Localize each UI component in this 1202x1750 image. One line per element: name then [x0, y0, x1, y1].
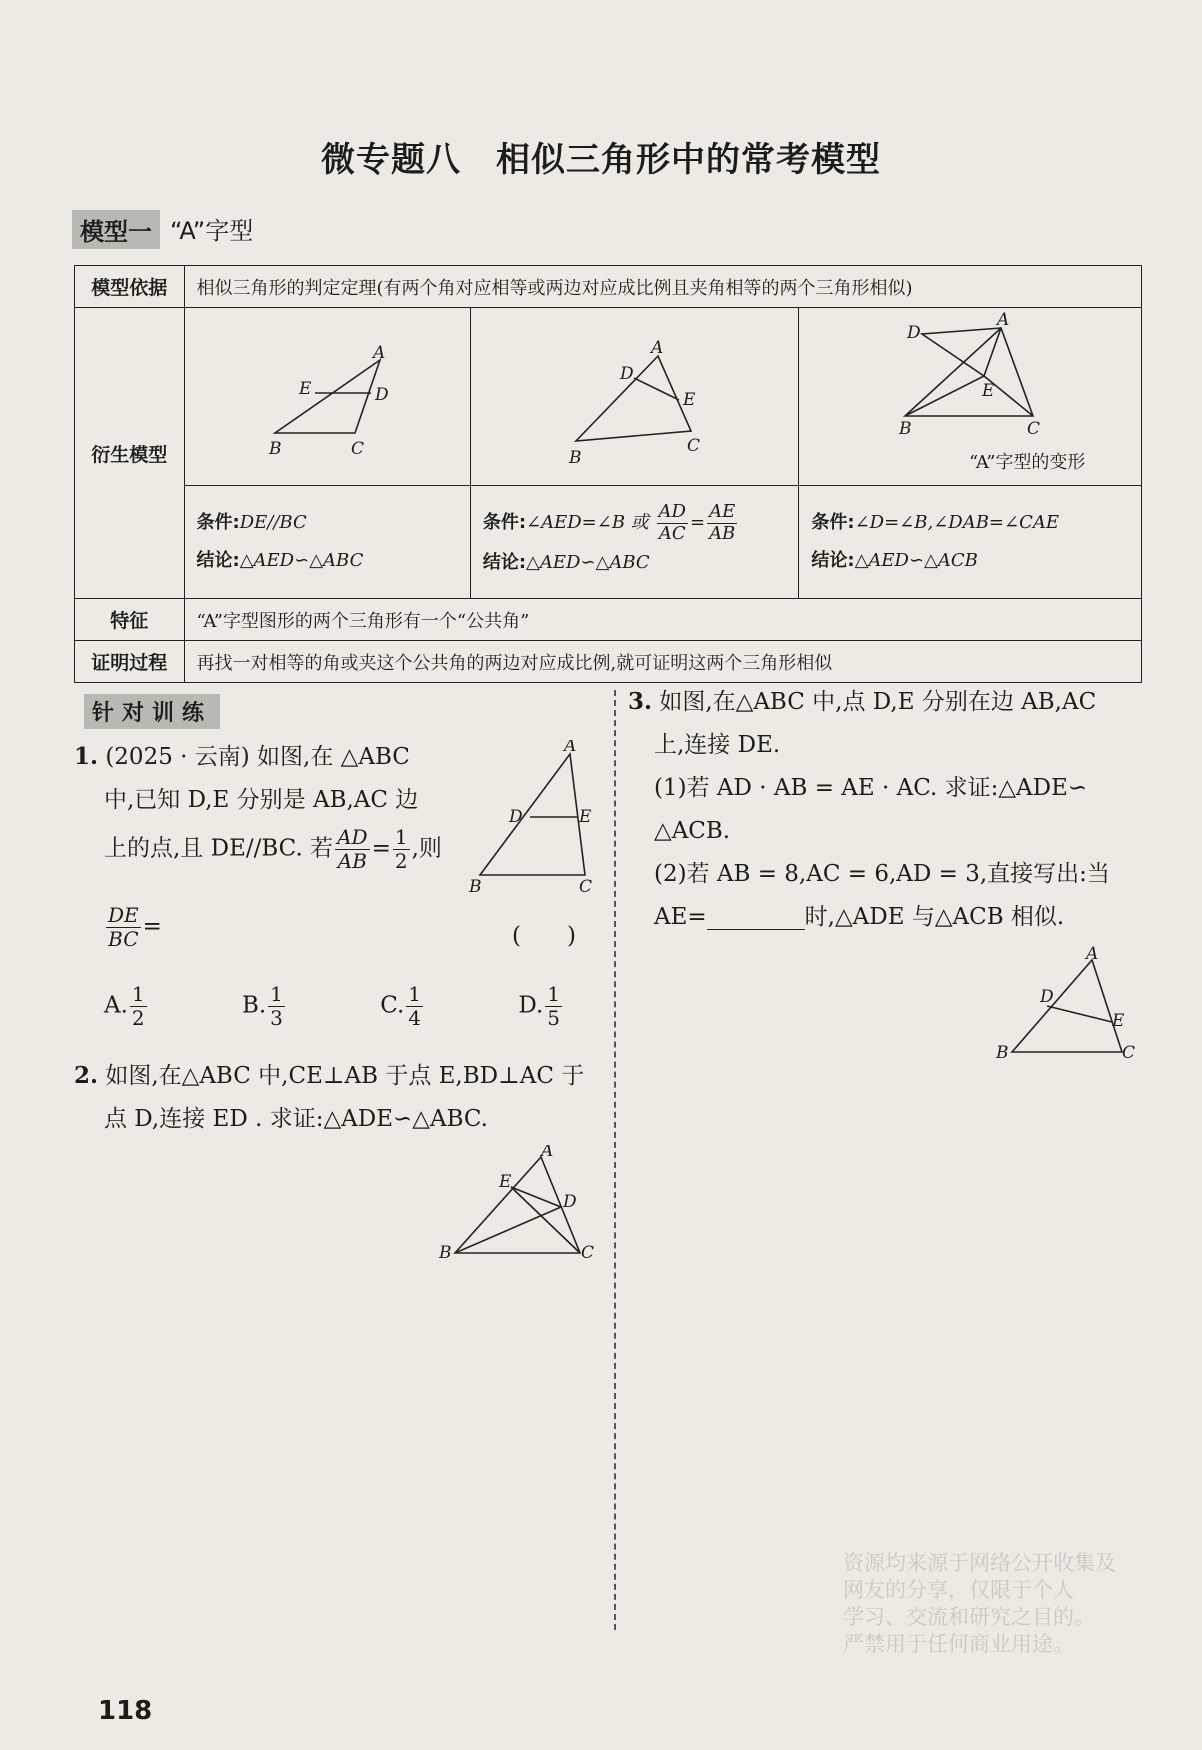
- label-b: B: [568, 448, 582, 468]
- fraction: $\frac{1}{2}$: [394, 825, 408, 873]
- practice-tag: 针对训练: [84, 694, 220, 729]
- col1-conditions: 条件:DE//BC 结论:△AED∽△ABC: [184, 486, 470, 599]
- label-b: B: [439, 1243, 452, 1263]
- figure-cell-2: [470, 308, 799, 486]
- fraction: $\frac{AE}{AB}$: [709, 500, 736, 544]
- a-shape-variant-figure: [799, 308, 1139, 480]
- model-table: [74, 265, 1142, 683]
- question-2-figure: [435, 1145, 605, 1265]
- label-e: E: [579, 807, 592, 827]
- model-tag: 模型一: [72, 210, 160, 249]
- page-title: 微专题八 相似三角形中的常考模型: [321, 140, 881, 180]
- question-2: 2. 如图,在△ABC 中,CE⊥AB 于点 E,BD⊥AC 于 点 D,连接 ED . 求证:△ADE∽△ABC.: [74, 1062, 585, 1132]
- label-a: A: [650, 338, 664, 358]
- label-c: C: [579, 877, 593, 897]
- derived-label: 衍生模型: [75, 308, 185, 599]
- question-1-options: [104, 983, 564, 1030]
- label-d: D: [907, 323, 921, 343]
- label-c: C: [350, 439, 364, 459]
- label-a: A: [372, 343, 385, 363]
- option-d: D. $\frac{1}{5}$: [518, 982, 560, 1030]
- col2-conditions: 条件:∠AED=∠B 或 $\frac{AD}{AC}$ = $\frac{AE}{AB}$ 结论:△AED∽△ABC: [470, 486, 799, 599]
- label-e: E: [682, 390, 696, 410]
- question-1-answer: $\frac{DE}{BC}$ =: [108, 903, 162, 951]
- figure-cell-1: [184, 308, 470, 486]
- proof-label: 证明过程: [75, 641, 185, 683]
- label-a: A: [541, 1145, 554, 1161]
- basis-text: 相似三角形的判定定理(有两个角对应相等或两边对应成比例且夹角相等的两个三角形相似): [184, 266, 1142, 308]
- fraction: $\frac{DE}{BC}$: [108, 903, 139, 951]
- label-c: C: [581, 1243, 595, 1263]
- label-d: D: [374, 385, 389, 405]
- fraction: $\frac{AD}{AC}$: [658, 500, 686, 544]
- feature-text: “A”字型图形的两个三角形有一个“公共角”: [184, 599, 1142, 641]
- label-d: D: [1040, 987, 1054, 1007]
- option-a: A. $\frac{1}{2}$: [104, 982, 145, 1030]
- label-d: D: [619, 364, 634, 384]
- label-e: E: [1112, 1011, 1125, 1031]
- label-c: C: [1122, 1043, 1136, 1063]
- label-d: D: [563, 1192, 577, 1212]
- a-shape-figure-2: [471, 308, 797, 480]
- label-c: C: [686, 436, 700, 456]
- col3-conditions: 条件:∠D=∠B,∠DAB=∠CAE 结论:△AED∽△ACB: [799, 486, 1142, 599]
- feature-label: 特征: [75, 599, 185, 641]
- watermark: 资源均来源于网络公开收集及 网友的分享，仅限于个人 学习、交流和研究之目的。 严禁用于任何商业用途。: [843, 1551, 1116, 1656]
- label-e: E: [298, 379, 311, 399]
- label-d: D: [509, 807, 523, 827]
- figure-cell-3: [799, 308, 1142, 486]
- label-b: B: [469, 877, 482, 897]
- question-3-figure: [992, 944, 1152, 1074]
- question-1: 1. (2025 · 云南) 如图,在 △ABC 中,已知 D,E 分别是 AB,AC 边 上的点,且 DE//BC. 若 $\frac{AD}{AB}$ = $\frac{1}{2}$ ,则: [74, 743, 442, 873]
- label-a: A: [997, 310, 1010, 330]
- option-b: B. $\frac{1}{3}$: [241, 982, 283, 1030]
- basis-label: 模型依据: [75, 266, 185, 308]
- page-number: 118: [98, 1696, 153, 1726]
- label-e: E: [499, 1172, 512, 1192]
- answer-blank[interactable]: [707, 907, 805, 930]
- model-name: “A”字型: [170, 217, 254, 245]
- label-a: A: [564, 740, 577, 756]
- fraction: $\frac{AD}{AB}$: [337, 825, 368, 873]
- a-shape-figure-1: [185, 308, 469, 480]
- label-b: B: [268, 439, 281, 459]
- label-a: A: [1086, 944, 1099, 964]
- proof-text: 再找一对相等的角或夹这个公共角的两边对应成比例,就可证明这两个三角形相似: [184, 641, 1142, 683]
- label-b: B: [899, 419, 912, 439]
- label-e: E: [982, 381, 995, 401]
- question-3: 3. 如图,在△ABC 中,点 D,E 分别在边 AB,AC 上,连接 DE. (1)若 AD · AB = AE · AC. 求证:△ADE∽ △ACB. (2)若 AB = 8,AC = 6,AD = 3,直接写出:当 AE= 时,△ADE 与△ACB 相似.: [628, 688, 1110, 930]
- column-divider: [614, 690, 616, 1630]
- label-b: B: [996, 1043, 1009, 1063]
- question-1-figure: [465, 740, 605, 900]
- option-c: C. $\frac{1}{4}$: [380, 982, 422, 1030]
- label-c: C: [1027, 419, 1041, 439]
- answer-paren: ( ): [512, 923, 576, 949]
- variant-caption: “A”字型的变形: [969, 452, 1086, 473]
